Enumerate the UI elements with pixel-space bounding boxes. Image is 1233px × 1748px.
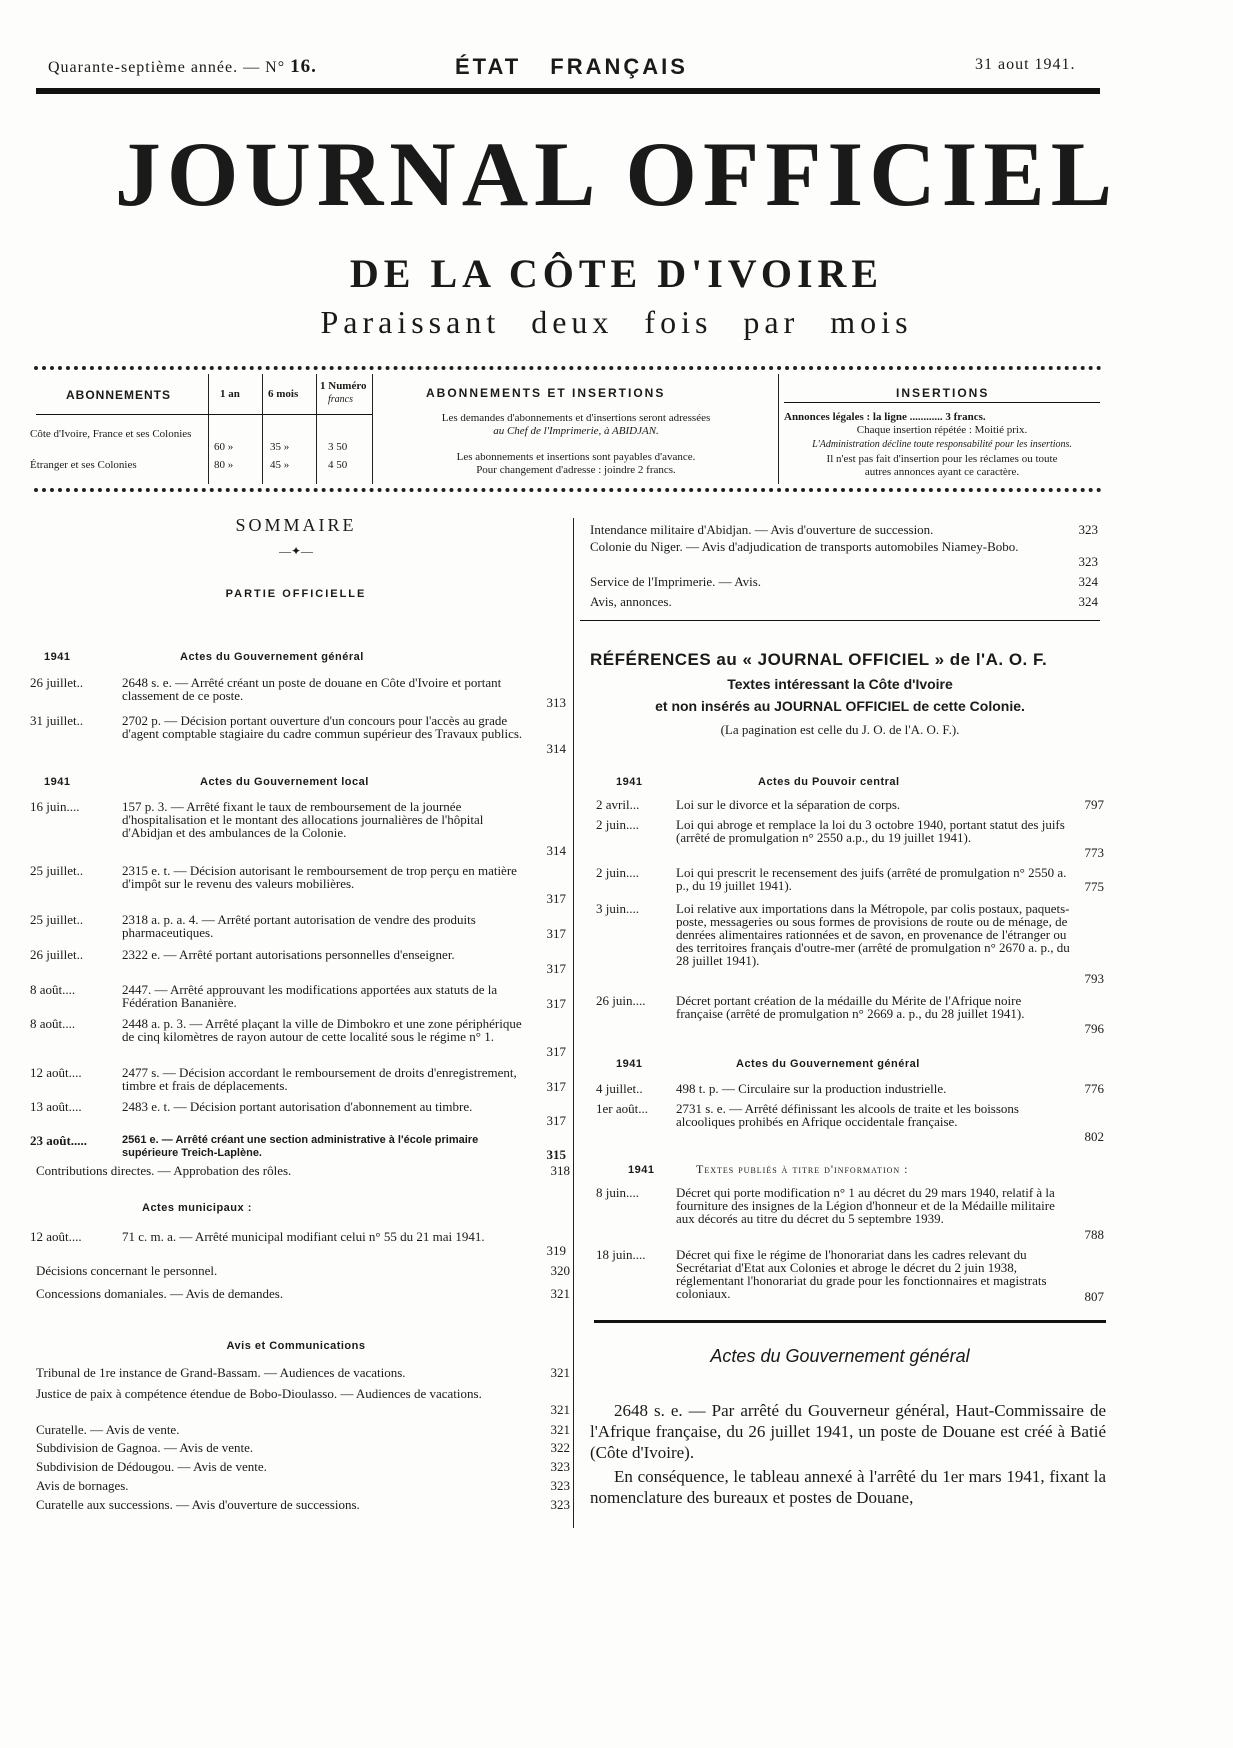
edition-label: Quarante-septième année. — N° [48,59,286,76]
entry-date: 4 juillet.. [596,1081,643,1096]
gov-local-title: Actes du Gouvernement local [200,776,369,788]
entry-text: 2477 s. — Décision accordant le remboursement de droits d'enregistrement, timbre et frais de déplacements. [122,1065,517,1093]
entry-date: 2 juin.... [596,817,639,832]
entry-date: 31 juillet.. [30,713,84,728]
issue-number: 16. [290,56,317,77]
entry-page: 793 [1084,971,1104,986]
entry-text: 2447. — Arrêté approuvant les modifications apportées aux statuts de la Fédération Bananière. [122,982,498,1010]
list-item [596,818,1106,862]
entry-text: 2448 a. p. 3. — Arrêté plaçant la ville de Dimbokro et une zone périphérique de cinq kilomètres de rayon autour de cette localité sous le régime n° 1. [122,1016,522,1044]
entry-page: 796 [1084,1021,1104,1036]
central-title: Actes du Pouvoir central [758,776,900,788]
entry-page: 319 [546,1243,566,1258]
entry-date: 8 août.... [30,1016,76,1031]
entry-text: 2315 e. t. — Décision autorisant le remboursement de trop perçu en matière d'impôt sur le revenu des valeurs mobilières. [122,863,517,891]
list-item [30,714,566,760]
entry-page: 802 [1084,1129,1104,1144]
list-item [30,983,566,1013]
entry-text: Décret portant création de la médaille du Mérite de l'Afrique noire française (arrêté de promulgation n° 2669 a. p., du 28 juillet 1941). [676,993,1025,1021]
avis-row: Justice de paix à compétence étendue de Bobo-Dioulasso. — Audiences de vacations. [36,1386,482,1401]
entry-text: 2731 s. e. — Arrêté définissant les alcools de traite et les boissons alcooliques prohibés en Afrique occidentale française. [676,1101,1019,1129]
avis-row: Curatelle. — Avis de vente. [36,1422,180,1437]
central-year: 1941 [616,776,643,788]
issue-date: 31 aout 1941. [975,56,1076,73]
entry-date: 18 juin.... [596,1247,646,1262]
sub-row-1-six: 45 » [270,459,290,471]
references-end-rule [594,1320,1106,1323]
sub-row-0-issue: 3 50 [328,441,348,453]
entry-text: Loi relative aux importations dans la Métropole, par colis postaux, paquets-poste, messageries ou sous formes de provisions de route ou de ménage, de denrées alimentaires rationnées et de savon, en provenance de l'étranger ou des territoires français d'outre-mer (arrêté de promulgation n° 2670 a. p., du 28 juillet 1941). [676,901,1070,968]
insertions-heading: INSERTIONS [896,386,990,400]
article-para-2: En conséquence, le tableau annexé à l'arrêté du 1er mars 1941, fixant la nomenclature des bureaux et postes de Douane, [590,1467,1106,1507]
entry-page: 317 [546,1079,566,1094]
list-item [596,1082,1106,1098]
list-item [596,866,1106,896]
right-top-row: Avis, annonces. [590,594,672,609]
entry-text: Loi qui abroge et remplace la loi du 3 octobre 1940, portant statut des juifs (arrêté de promulgation n° 2550 a.p., du 19 juillet 1941). [676,817,1065,845]
right-top-page: 324 [1078,574,1098,589]
right-top-row: Intendance militaire d'Abidjan. — Avis d'ouverture de succession. [590,522,934,537]
edition-line [48,56,317,78]
insertion-line-2: L'Administration décline toute responsabilité pour les insertions. [812,439,1072,450]
entry-page: 314 [546,741,566,756]
masthead-subtitle: DE LA CÔTE D'IVOIRE [349,251,884,296]
box-top-rule [34,366,1102,370]
masthead-title: JOURNAL OFFICIEL [114,123,1119,225]
info-year: 1941 [628,1164,655,1176]
general-year: 1941 [616,1058,643,1070]
right-top-row: Colonie du Niger. — Avis d'adjudication de transports automobiles Niamey-Bobo. [590,539,1019,554]
insertion-line-1: Chaque insertion répétée : Moitié prix. [856,424,1028,436]
entry-date: 26 juillet.. [30,675,84,690]
entry-page: 317 [546,891,566,906]
references-note: (La pagination est celle du J. O. de l'A. O. F.). [720,722,960,737]
article-heading: Actes du Gouvernement général [710,1346,970,1366]
entry-text: 2322 e. — Arrêté portant autorisations personnelles d'enseigner. [122,947,455,962]
entry-text: Loi qui prescrit le recensement des juifs (arrêté de promulgation n° 2550 a. p., du 19 juillet 1941). [676,865,1067,893]
entry-page: 317 [546,961,566,976]
col-issue: 1 Numéro [320,380,367,392]
list-item [30,675,566,710]
box-divider [778,374,779,484]
article-para-1: 2648 s. e. — Par arrêté du Gouverneur général, Haut-Commissaire de l'Afrique française, du 26 juillet 1941, un poste de Douane est créé à Batié (Côte d'Ivoire). [590,1401,1106,1462]
list-item [30,1230,566,1260]
center-line-2: Les abonnements et insertions sont payables d'avance. [456,451,696,463]
list-item [30,913,566,943]
list-item [30,1100,566,1130]
subscriptions-heading: ABONNEMENTS [66,388,172,402]
entry-date: 12 août.... [30,1229,82,1244]
avis-page: 321 [550,1365,570,1380]
sub-row-1-issue: 4 50 [328,459,348,471]
box-divider [372,374,373,484]
references-line2: et non insérés au JOURNAL OFFICIEL de cette Colonie. [655,698,1025,714]
masthead-frequency: Paraissant deux fois par mois [320,304,913,340]
entry-date: 25 juillet.. [30,912,84,927]
insertion-line-3: Il n'est pas fait d'insertion pour les réclames ou toute [826,453,1058,465]
entry-date: 12 août.... [30,1065,82,1080]
entry-page: 317 [546,1044,566,1059]
center-line-0: Les demandes d'abonnements et d'insertions seront adressées [441,412,711,424]
center-line-3: Pour changement d'adresse : joindre 2 francs. [476,464,676,476]
sub-row-0-year: 60 » [214,441,234,453]
entry-page: 314 [546,843,566,858]
entry-page: 807 [1084,1289,1104,1304]
box-divider [208,374,209,484]
entry-page: 317 [546,1113,566,1128]
entry-text: 498 t. p. — Circulaire sur la production industrielle. [676,1081,947,1096]
insertions-rule [784,402,1100,403]
avis-page: 323 [550,1478,570,1493]
entry-page: 788 [1084,1227,1104,1242]
entry-text: Décret qui fixe le régime de l'honorariat dans les cadres relevant du Secrétariat d'Etat aux Colonies et abroge le décret du 2 juin 1938, réglementant l'honorariat du grade pour les fonctionnaires et magistrats coloniaux. [676,1247,1047,1301]
list-item [596,1248,1106,1304]
list-item [30,864,566,908]
box-divider [316,374,317,484]
right-top-page: 324 [1078,594,1098,609]
right-top-page: 323 [1078,554,1098,569]
avis-page: 322 [550,1440,570,1455]
references-line1: Textes intéressant la Côte d'Ivoire [727,676,953,692]
avis-row: Subdivision de Gagnoa. — Avis de vente. [36,1440,254,1455]
entry-date: 26 juin.... [596,993,646,1008]
entry-page: 797 [1084,797,1104,812]
avis-row: Curatelle aux successions. — Avis d'ouverture de successions. [36,1497,360,1512]
avis-row: Tribunal de 1re instance de Grand-Bassam. — Audiences de vacations. [36,1365,406,1380]
list-item [596,1186,1106,1242]
personnel-row: Décisions concernant le personnel. [36,1263,218,1278]
entry-page: 775 [1084,879,1104,894]
sub-row-1-year: 80 » [214,459,234,471]
list-item [596,798,1106,814]
sub-row-0-six: 35 » [270,441,290,453]
entry-date: 2 avril... [596,797,640,812]
avis-title: Avis et Communications [226,1340,366,1352]
entry-text: 2702 p. — Décision portant ouverture d'un concours pour l'accès au grade d'agent comptable stagiaire du cadre commun supérieur des Travaux publics. [122,713,523,741]
entry-date: 23 août..... [30,1133,88,1148]
insertion-line-0: Annonces légales : la ligne ............ 3 francs. [784,411,986,423]
gov-general-title: Actes du Gouvernement général [180,651,364,663]
list-item [596,994,1106,1038]
entry-date: 8 juin.... [596,1185,639,1200]
list-item [30,948,566,978]
entry-date: 13 août.... [30,1099,82,1114]
col-year: 1 an [220,388,240,400]
entry-page: 776 [1084,1081,1104,1096]
avis-page: 321 [550,1402,570,1417]
avis-page: 321 [550,1422,570,1437]
references-title: RÉFÉRENCES au « JOURNAL OFFICIEL » de l'A. O. F. [590,650,1048,669]
list-item [30,1017,566,1061]
entry-date: 8 août.... [30,982,76,997]
entry-page: 313 [546,695,566,710]
part-label: PARTIE OFFICIELLE [225,588,367,600]
box-bottom-rule [34,488,1102,492]
entry-text: 2483 e. t. — Décision portant autorisation d'abonnement au timbre. [122,1099,473,1114]
entry-date: 26 juillet.. [30,947,84,962]
municipal-title: Actes municipaux : [142,1202,252,1214]
entry-text: 157 p. 3. — Arrêté fixant le taux de remboursement de la journée d'hospitalisation et le montant des allocations journalières de l'hôpital d'Abidjan et des ambulances de la Colonie. [122,799,484,840]
list-item [30,800,566,858]
box-header-line [36,414,372,415]
right-divider [580,620,1100,621]
list-item [30,1134,566,1164]
center-line-1: au Chef de l'Imprimerie, à ABIDJAN. [493,425,659,437]
contributions-row: Contributions directes. — Approbation des rôles. [36,1163,292,1178]
entry-date: 2 juin.... [596,865,639,880]
entry-text: 2561 e. — Arrêté créant une section administrative à l'école primaire supérieure Treich-Laplène. [122,1134,479,1159]
list-item [30,1066,566,1096]
entry-date: 16 juin.... [30,799,80,814]
entry-text: 2648 s. e. — Arrêté créant un poste de douane en Côte d'Ivoire et portant classement de ce poste. [122,675,502,703]
col-six: 6 mois [268,388,299,400]
col-issue-unit: francs [328,394,353,405]
center-heading: ABONNEMENTS ET INSERTIONS [426,386,666,400]
concessions-page: 321 [550,1286,570,1301]
state-label: ÉTAT FRANÇAIS [455,54,688,79]
avis-page: 323 [550,1497,570,1512]
entry-page: 315 [546,1147,566,1162]
contributions-page: 318 [550,1163,570,1178]
gov-general-year: 1941 [44,651,71,663]
sub-row-0-label: Côte d'Ivoire, France et ses Colonies [30,428,192,440]
box-divider [262,374,263,484]
insertion-line-4: autres annonces ayant ce caractère. [864,466,1020,478]
info-title: Textes publiés à titre d'information : [696,1162,909,1176]
avis-row: Subdivision de Dédougou. — Avis de vente. [36,1459,267,1474]
entry-text: Décret qui porte modification n° 1 au décret du 29 mars 1940, relatif à la fourniture des insignes de la Légion d'honneur et de la Médaille militaire aux décorés au titre du décret du 5 septembre 1939. [676,1185,1055,1226]
right-top-page: 323 [1078,522,1098,537]
concessions-row: Concessions domaniales. — Avis de demandes. [36,1286,284,1301]
separator-icon: —✦— [278,544,314,558]
entry-page: 317 [546,926,566,941]
header-rule [36,88,1100,94]
avis-page: 323 [550,1459,570,1474]
list-item [596,902,1106,986]
sub-row-1-label: Étranger et ses Colonies [30,459,137,471]
avis-row: Avis de bornages. [36,1478,129,1493]
sommaire-heading: SOMMAIRE [235,515,357,535]
entry-page: 773 [1084,845,1104,860]
general-title: Actes du Gouvernement général [736,1058,920,1070]
gov-local-year: 1941 [44,776,71,788]
entry-date: 3 juin.... [596,901,639,916]
entry-text: 71 c. m. a. — Arrêté municipal modifiant celui n° 55 du 21 mai 1941. [122,1229,485,1244]
entry-text: Loi sur le divorce et la séparation de corps. [676,797,901,812]
right-top-row: Service de l'Imprimerie. — Avis. [590,574,762,589]
entry-date: 1er août... [596,1101,648,1116]
entry-page: 317 [546,996,566,1011]
list-item [596,1102,1106,1146]
entry-text: 2318 a. p. a. 4. — Arrêté portant autorisation de vendre des produits pharmaceutiques. [122,912,476,940]
column-divider [573,518,574,1528]
entry-date: 25 juillet.. [30,863,84,878]
personnel-page: 320 [550,1263,570,1278]
